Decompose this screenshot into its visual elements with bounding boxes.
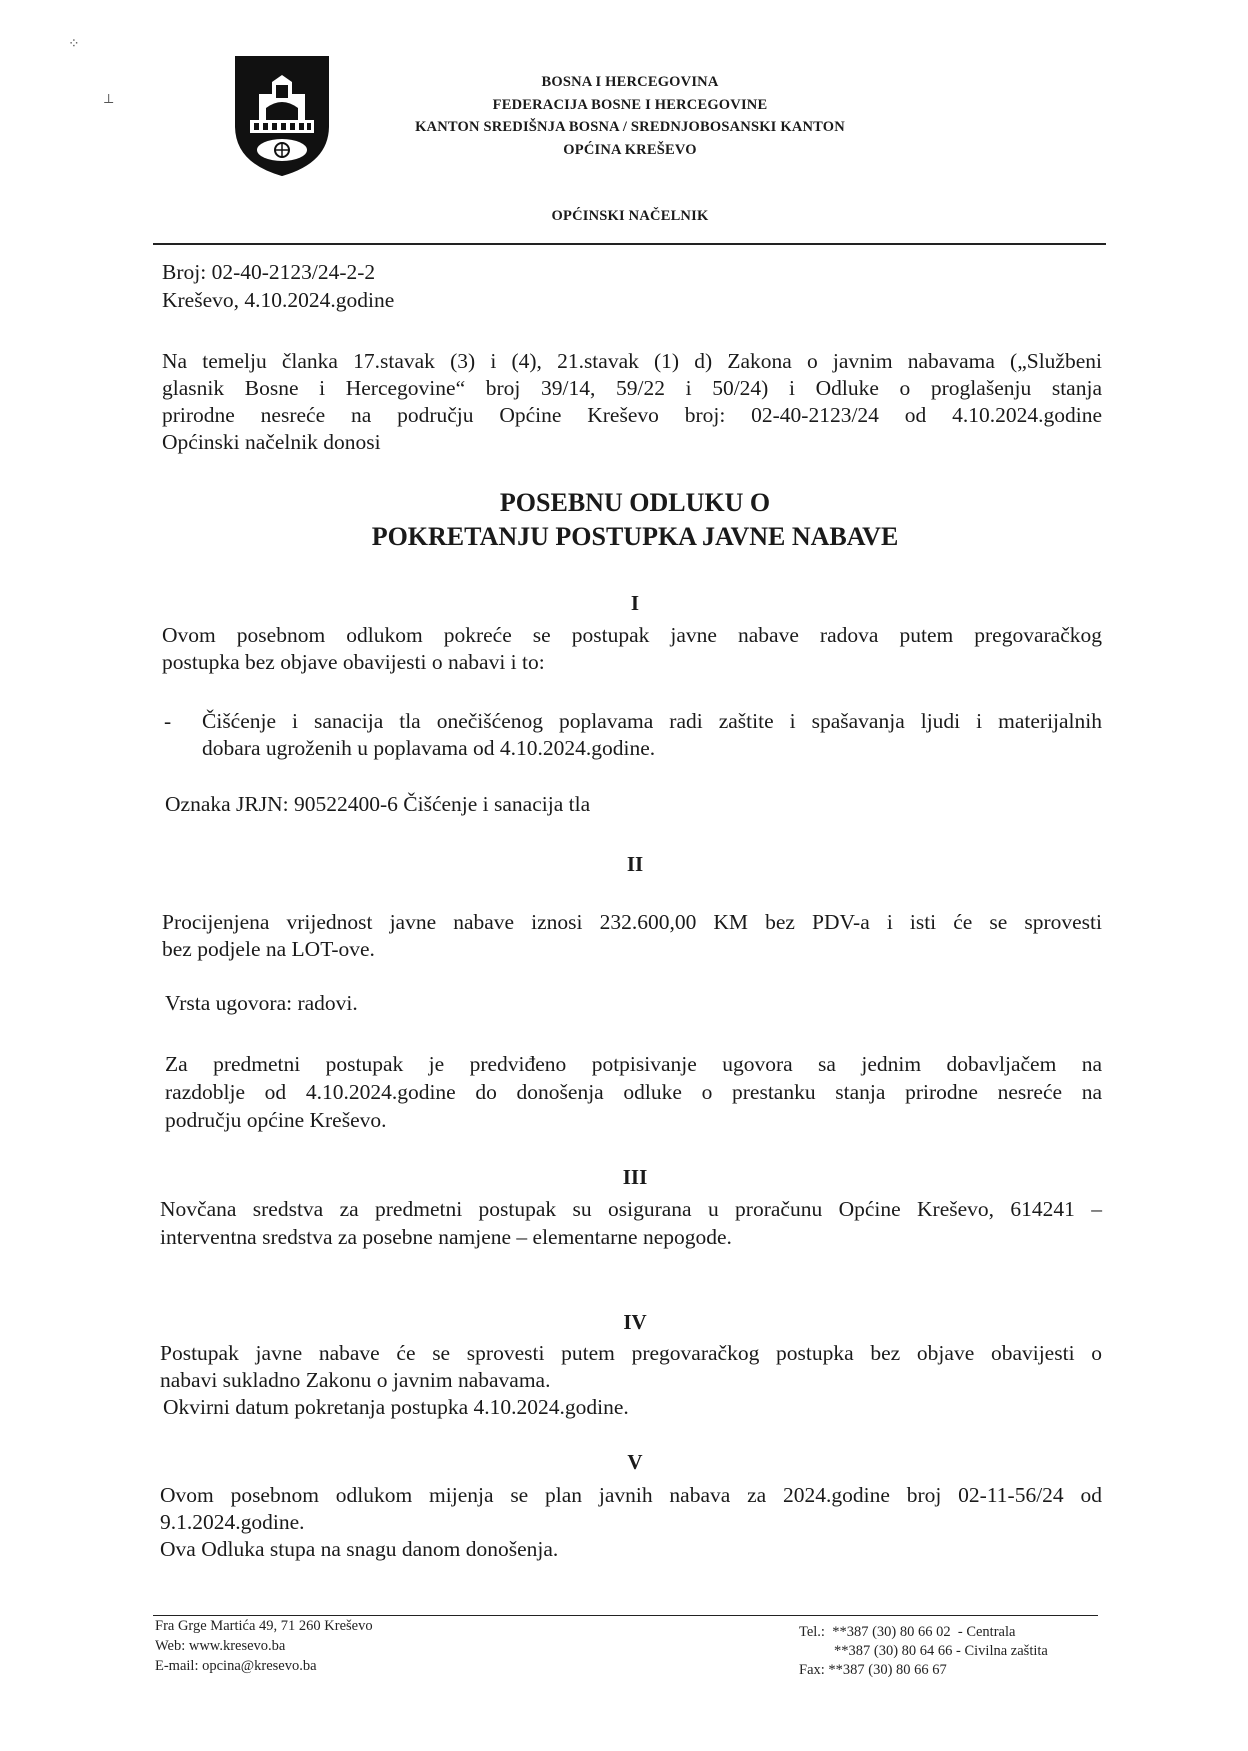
section-heading-i: I bbox=[630, 591, 640, 615]
footer-phone-central: Tel.: **387 (30) 80 66 02 - Centrala bbox=[799, 1624, 1016, 1640]
section-ii-contract: Za predmetni postupak je predviđeno potpisivanje ugovora sa jednim dobavljačem na bbox=[165, 1052, 1102, 1076]
preamble-line: Općinski načelnik donosi bbox=[162, 430, 381, 454]
scan-mark: ⁘ bbox=[68, 37, 80, 52]
header-country: BOSNA I HERCEGOVINA bbox=[541, 74, 719, 90]
section-iii-text: Novčana sredstva za predmetni postupak su osigurana u proračunu Općine Kreševo, 614241 – bbox=[160, 1197, 1102, 1221]
preamble-line: prirodne nesreće na području Općine Kreševo broj: 02-40-2123/24 od 4.10.2024.godine bbox=[162, 403, 1102, 427]
municipality-crest-icon bbox=[232, 54, 332, 178]
document-title-line-2: POKRETANJU POSTUPKA JAVNE NABAVE bbox=[371, 522, 899, 551]
section-heading-v: V bbox=[627, 1450, 643, 1474]
bullet-marker: - bbox=[164, 709, 172, 733]
footer-divider bbox=[153, 1615, 1098, 1616]
header-canton: KANTON SREDIŠNJA BOSNA / SREDNJOBOSANSKI KANTON bbox=[415, 119, 845, 135]
section-heading-iv: IV bbox=[623, 1310, 647, 1334]
section-heading-iii: III bbox=[622, 1165, 648, 1189]
bullet-text: dobara ugroženih u poplavama od 4.10.2024.godine. bbox=[202, 736, 656, 760]
section-ii-value: bez podjele na LOT-ove. bbox=[162, 937, 375, 961]
header-federation: FEDERACIJA BOSNE I HERCEGOVINE bbox=[492, 97, 768, 113]
document-title-line-1: POSEBNU ODLUKU O bbox=[499, 488, 771, 517]
section-i-text: Ovom posebnom odlukom pokreće se postupak javne nabave radova putem pregovaračkog bbox=[162, 623, 1102, 647]
section-iv-text: Postupak javne nabave će se sprovesti putem pregovaračkog postupka bez objave obavijesti o bbox=[160, 1341, 1102, 1365]
footer-phone-civil-protection: **387 (30) 80 64 66 - Civilna zaštita bbox=[834, 1643, 1048, 1659]
section-iv-date: Okvirni datum pokretanja postupka 4.10.2024.godine. bbox=[163, 1395, 629, 1419]
section-ii-value: Procijenjena vrijednost javne nabave iznosi 232.600,00 KM bez PDV-a i isti će se sprovesti bbox=[162, 910, 1102, 934]
section-iv-text: nabavi sukladno Zakonu o javnim nabavama. bbox=[160, 1368, 551, 1392]
section-v-effect: Ova Odluka stupa na snagu danom donošenja. bbox=[160, 1537, 559, 1561]
section-iii-text: interventna sredstva za posebne namjene – elementarne nepogode. bbox=[160, 1225, 732, 1249]
header-municipality: OPĆINA KREŠEVO bbox=[563, 142, 697, 158]
header-divider bbox=[153, 243, 1106, 245]
header-office: OPĆINSKI NAČELNIK bbox=[551, 208, 709, 224]
preamble-line: Na temelju članka 17.stavak (3) i (4), 21.stavak (1) d) Zakona o javnim nabavama („Službeni bbox=[162, 349, 1102, 373]
contract-type: Vrsta ugovora: radovi. bbox=[165, 991, 358, 1015]
section-ii-contract: razdoblje od 4.10.2024.godine do donošenja odluke o prestanku stanja prirodne nesreće na bbox=[165, 1080, 1102, 1104]
jrjn-code: Oznaka JRJN: 90522400-6 Čišćenje i sanacija tla bbox=[165, 792, 591, 816]
scan-mark: ⟂ bbox=[104, 92, 114, 107]
footer-fax: Fax: **387 (30) 80 66 67 bbox=[799, 1662, 947, 1678]
section-v-text: 9.1.2024.godine. bbox=[160, 1510, 305, 1534]
footer-address: Fra Grge Martića 49, 71 260 Kreševo bbox=[155, 1618, 373, 1634]
footer-email: E-mail: opcina@kresevo.ba bbox=[155, 1658, 317, 1674]
bullet-text: Čišćenje i sanacija tla onečišćenog poplavama radi zaštite i spašavanja ljudi i materijalnih bbox=[202, 709, 1102, 733]
document-place-date: Kreševo, 4.10.2024.godine bbox=[162, 288, 395, 312]
section-i-text: postupka bez objave obavijesti o nabavi i to: bbox=[162, 650, 545, 674]
preamble-line: glasnik Bosne i Hercegovine“ broj 39/14, 59/22 i 50/24) i Odluke o proglašenju stanja bbox=[162, 376, 1102, 400]
footer-web: Web: www.kresevo.ba bbox=[155, 1638, 286, 1654]
document-number: Broj: 02-40-2123/24-2-2 bbox=[162, 260, 376, 284]
section-heading-ii: II bbox=[626, 852, 644, 876]
section-v-text: Ovom posebnom odlukom mijenja se plan javnih nabava za 2024.godine broj 02-11-56/24 od bbox=[160, 1483, 1102, 1507]
section-ii-contract: području općine Kreševo. bbox=[165, 1108, 387, 1132]
